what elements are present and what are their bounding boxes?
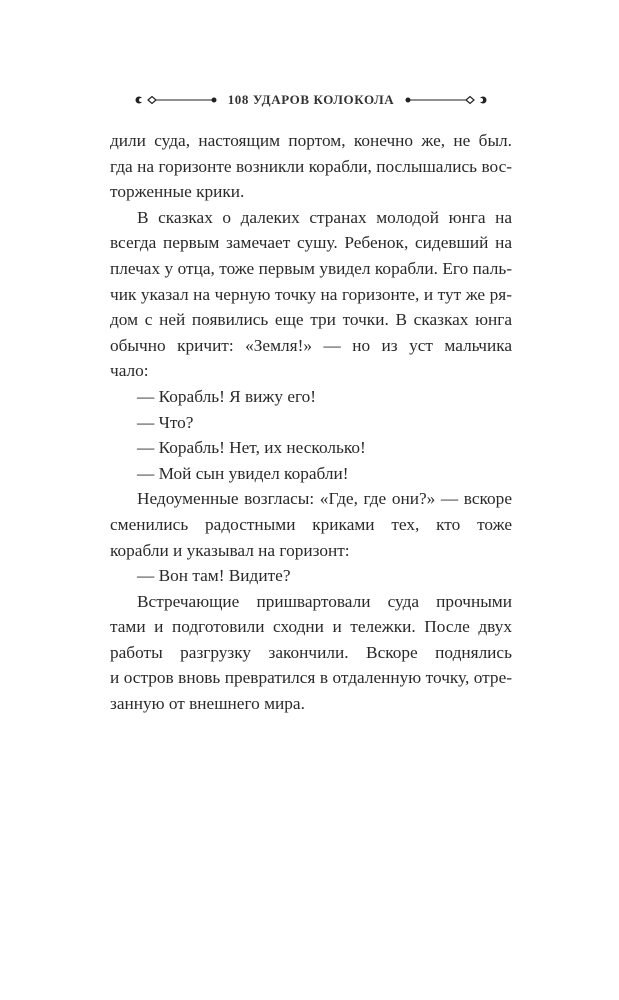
text-line: Недоуменные возгласы: «Где, где они?» — вскоре — [137, 489, 512, 509]
text-line: Встречающие пришвартовали суда прочными — [137, 591, 512, 611]
page-body-text — [110, 128, 512, 717]
text-line: занную от внешнего мира. — [110, 694, 305, 714]
text-line: обычно кричит: «Земля!» — но из уст мальчика — [110, 335, 512, 355]
text-line: — Вон там! Видите? — [137, 566, 291, 586]
text-line: — Корабль! Нет, их несколько! — [137, 438, 366, 458]
running-header — [110, 90, 512, 110]
text-line: работы разгрузку закончили. Вскоре поднялись — [110, 642, 512, 662]
text-line: всегда первым замечает сушу. Ребенок, сидевший на — [110, 233, 512, 253]
text-line: торженные крики. — [110, 182, 245, 202]
right-ornament-icon — [404, 94, 488, 106]
text-line: и остров вновь превратился в отдаленную точку, отре- — [110, 668, 512, 688]
text-line: чало: — [110, 361, 149, 381]
text-line: плечах у отца, тоже первым увидел корабли. Его паль- — [110, 258, 512, 278]
text-line: — Что? — [137, 412, 194, 432]
text-line: корабли и указывал на горизонт: — [110, 540, 350, 560]
text-line: дом с ней появились еще три точки. В сказках юнга — [110, 310, 512, 330]
text-line: дили суда, настоящим портом, конечно же, не был. — [110, 131, 512, 150]
left-ornament-icon — [134, 94, 218, 106]
text-line: чик указал на черную точку на горизонте, и тут же ря- — [110, 284, 512, 304]
text-line: — Мой сын увидел корабли! — [137, 463, 349, 483]
text-line: сменились радостными криками тех, кто тоже — [110, 514, 512, 534]
book-title: 108 УДАРОВ КОЛОКОЛА — [227, 92, 395, 107]
text-line: — Корабль! Я вижу его! — [137, 386, 317, 406]
text-line: тами и подготовили сходни и тележки. После двух — [110, 617, 512, 637]
text-line: гда на горизонте возникли корабли, послышались вос- — [110, 156, 512, 176]
text-line: В сказках о далеких странах молодой юнга на — [137, 207, 512, 227]
